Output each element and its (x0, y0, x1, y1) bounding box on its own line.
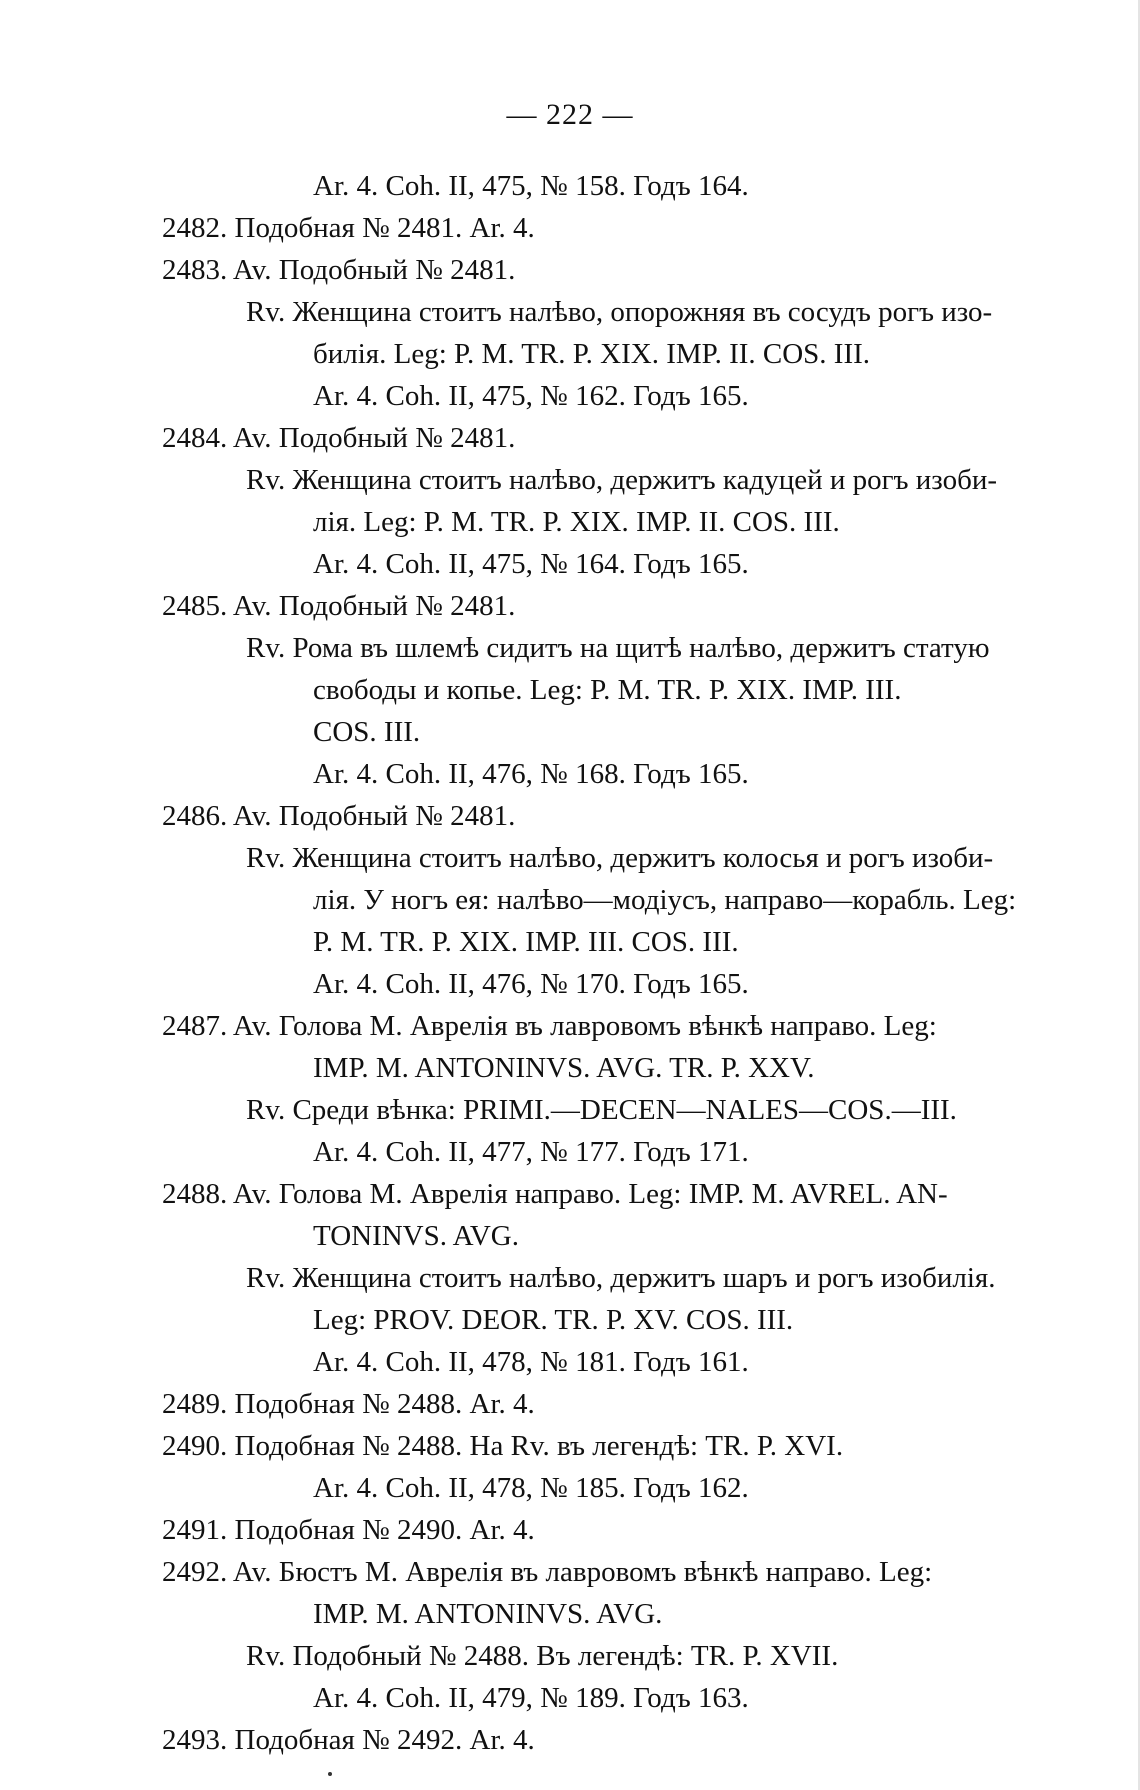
text-line: 2483. Av. Подобный № 2481. (162, 254, 516, 286)
text-line: 2482. Подобная № 2481. Ar. 4. (162, 212, 535, 244)
text-line: 2487. Av. Голова M. Аврелія въ лавровомъ вѣнкѣ направо. Leg: (162, 1010, 937, 1042)
text-line: Rv. Подобный № 2488. Въ легендѣ: TR. P. XVII. (246, 1640, 839, 1672)
text-line: IMP. M. ANTONINVS. AVG. (313, 1598, 663, 1630)
text-line: лія. Leg: P. M. TR. P. XIX. IMP. II. COS. III. (313, 506, 840, 538)
text-line: P. M. TR. P. XIX. IMP. III. COS. III. (313, 926, 739, 958)
text-line: 2492. Av. Бюстъ M. Аврелія въ лавровомъ вѣнкѣ направо. Leg: (162, 1556, 933, 1588)
text-line: билія. Leg: P. M. TR. P. XIX. IMP. II. COS. III. (313, 338, 871, 370)
text-line: Rv. Женщина стоитъ налѣво, держитъ кадуцей и рогъ изоби- (246, 464, 997, 496)
text-line: Rv. Рома въ шлемѣ сидитъ на щитѣ налѣво, держитъ статую (246, 632, 990, 664)
text-line: Ar. 4. Coh. II, 479, № 189. Годъ 163. (313, 1682, 749, 1714)
text-line: Ar. 4. Coh. II, 475, № 164. Годъ 165. (313, 548, 749, 580)
print-speck (328, 1772, 332, 1776)
text-line: 2491. Подобная № 2490. Ar. 4. (162, 1514, 535, 1546)
text-line: 2488. Av. Голова M. Аврелія направо. Leg: IMP. M. AVREL. AN- (162, 1178, 948, 1210)
text-line: IMP. M. ANTONINVS. AVG. TR. P. XXV. (313, 1052, 815, 1084)
text-line: 2490. Подобная № 2488. На Rv. въ легендѣ: TR. P. XVI. (162, 1430, 844, 1462)
text-line: TONINVS. AVG. (313, 1220, 519, 1252)
text-line: Rv. Среди вѣнка: PRIMI.—DECEN—NALES—COS.—III. (246, 1094, 957, 1126)
text-line: Leg: PROV. DEOR. TR. P. XV. COS. III. (313, 1304, 794, 1336)
text-line: Ar. 4. Coh. II, 475, № 158. Годъ 164. (313, 170, 749, 202)
text-line: 2493. Подобная № 2492. Ar. 4. (162, 1724, 535, 1756)
text-line: свободы и копье. Leg: P. M. TR. P. XIX. IMP. III. (313, 674, 902, 706)
text-line: Ar. 4. Coh. II, 478, № 185. Годъ 162. (313, 1472, 749, 1504)
text-line: Ar. 4. Coh. II, 476, № 170. Годъ 165. (313, 968, 749, 1000)
text-line: 2489. Подобная № 2488. Ar. 4. (162, 1388, 535, 1420)
text-line: Rv. Женщина стоитъ налѣво, держитъ колосья и рогъ изоби- (246, 842, 994, 874)
text-line: Ar. 4. Coh. II, 476, № 168. Годъ 165. (313, 758, 749, 790)
text-line: Ar. 4. Coh. II, 477, № 177. Годъ 171. (313, 1136, 749, 1168)
text-line: лія. У ногъ ея: налѣво—модіусъ, направо—корабль. Leg: (313, 884, 1017, 916)
text-line: Ar. 4. Coh. II, 478, № 181. Годъ 161. (313, 1346, 749, 1378)
text-line: Rv. Женщина стоитъ налѣво, опорожняя въ сосудъ рогъ изо- (246, 296, 993, 328)
text-line: 2485. Av. Подобный № 2481. (162, 590, 516, 622)
text-line: Ar. 4. Coh. II, 475, № 162. Годъ 165. (313, 380, 749, 412)
page-number: — 222 — (506, 98, 634, 131)
text-line: Rv. Женщина стоитъ налѣво, держитъ шаръ и рогъ изобилія. (246, 1262, 996, 1294)
text-line: COS. III. (313, 716, 421, 748)
text-line: 2484. Av. Подобный № 2481. (162, 422, 516, 454)
text-line: 2486. Av. Подобный № 2481. (162, 800, 516, 832)
